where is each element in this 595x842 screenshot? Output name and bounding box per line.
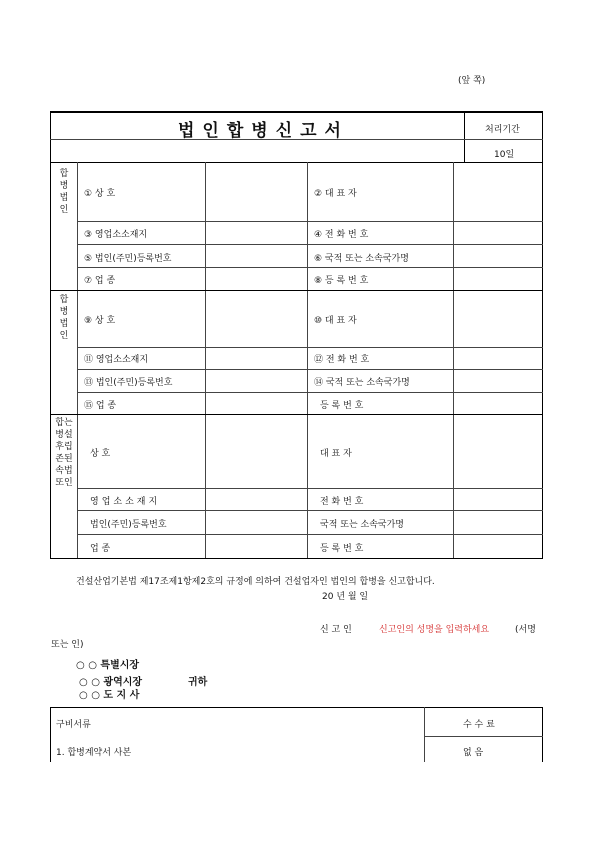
recipient-special-city: ○ ○ 특별시장	[76, 660, 140, 671]
s3-office-address-field[interactable]	[207, 490, 305, 508]
s3-trade-name-label: 상 호	[90, 449, 111, 459]
table-left-border	[50, 111, 51, 559]
s2-phone-label: ⑫ 전 화 번 호	[314, 355, 370, 365]
s1-trade-name-label: ① 상 호	[84, 189, 116, 199]
s3-nationality-field[interactable]	[455, 512, 540, 532]
recipient-honorific: 귀하	[188, 677, 208, 688]
s2-nationality-label: ⑭ 국적 또는 소속국가명	[314, 378, 410, 388]
header-divider	[464, 111, 465, 163]
recipient-metro-city: ○ ○ 광역시장	[79, 677, 143, 688]
footer-left-border	[50, 707, 51, 762]
s2-office-address-field[interactable]	[207, 349, 305, 367]
s1-nationality-field[interactable]	[455, 246, 540, 265]
declaration-text: 건설산업기본법 제17조제1항제2호의 규정에 의하여 건설업자인 법인의 합병을 신고합니다.	[76, 577, 435, 587]
form-title: 법인합병신고서	[178, 121, 349, 141]
footer-right-border	[542, 707, 543, 762]
section1-side-label: 합 병 법 인	[59, 169, 69, 215]
fee-value: 없 음	[463, 748, 484, 758]
s2-nationality-field[interactable]	[455, 371, 540, 390]
s2-business-type-label: ⑮ 업 종	[84, 401, 117, 411]
table-top-border	[50, 111, 543, 113]
s1-reg-number-label: ⑧ 등 록 번 호	[314, 276, 369, 286]
s2-phone-field[interactable]	[455, 349, 540, 367]
sign-note-2: 또는 인)	[51, 640, 84, 650]
table-bottom-border	[50, 558, 543, 559]
footer-divider	[424, 707, 425, 762]
s2-reg-no-label: ⑬ 법인(주민)등록번호	[84, 378, 173, 388]
s2-office-address-label: ⑪ 영업소소재지	[84, 355, 149, 365]
reporter-name-input[interactable]: 신고인의 성명을 입력하세요	[379, 625, 490, 635]
s3-phone-label: 전 화 번 호	[320, 497, 364, 507]
s1-business-type-field[interactable]	[207, 269, 305, 288]
s1-phone-label: ④ 전 화 번 호	[314, 230, 369, 240]
s2-representative-label: ⑩ 대 표 자	[314, 316, 357, 326]
processing-period-label: 처리기간	[485, 125, 520, 135]
s3-trade-name-field[interactable]	[207, 416, 305, 486]
row-line	[77, 267, 543, 268]
s3-business-type-field[interactable]	[207, 536, 305, 556]
required-doc-item-1: 1. 합병계약서 사본	[56, 748, 132, 758]
row-line	[77, 244, 543, 245]
s3-reg-no-label: 법인(주민)등록번호	[90, 520, 167, 530]
row-line	[77, 392, 543, 393]
s1-business-type-label: ⑦ 업 종	[84, 276, 116, 286]
row-line	[77, 347, 543, 348]
s1-representative-label: ② 대 표 자	[314, 189, 357, 199]
recipient-province: ○ ○ 도 지 사	[79, 690, 140, 701]
s3-reg-number-field[interactable]	[455, 536, 540, 556]
s1-trade-name-field[interactable]	[207, 164, 305, 219]
reporter-label: 신 고 인	[320, 625, 352, 635]
s2-reg-number-label: 등 록 번 호	[320, 401, 364, 411]
s1-reg-no-field[interactable]	[207, 246, 305, 265]
row-line	[77, 369, 543, 370]
section3-side-label: 합는 병설 후립 존된 속법 또인	[55, 418, 73, 488]
row-line	[77, 510, 543, 511]
row-line	[77, 488, 543, 489]
s1-reg-no-label: ⑤ 법인(주민)등록번호	[84, 254, 172, 264]
footer-fee-row-line	[424, 736, 543, 737]
required-docs-label: 구비서류	[56, 720, 91, 730]
footer-top-border	[50, 707, 543, 708]
s3-representative-field[interactable]	[455, 416, 540, 486]
s3-reg-no-field[interactable]	[207, 512, 305, 532]
s1-nationality-label: ⑥ 국적 또는 소속국가명	[314, 254, 409, 264]
s3-nationality-label: 국적 또는 소속국가명	[320, 520, 404, 530]
s2-reg-no-field[interactable]	[207, 371, 305, 390]
s3-phone-field[interactable]	[455, 490, 540, 508]
s1-reg-number-field[interactable]	[455, 269, 540, 288]
row-line	[77, 221, 543, 222]
s3-reg-number-label: 등 록 번 호	[320, 544, 364, 554]
processing-period-value: 10일	[494, 150, 515, 160]
s1-representative-field[interactable]	[455, 164, 540, 219]
declaration-date[interactable]: 20 년 월 일	[322, 592, 369, 602]
s1-office-address-field[interactable]	[207, 223, 305, 242]
s2-trade-name-field[interactable]	[207, 292, 305, 345]
s1-office-address-label: ③ 영업소소재지	[84, 230, 148, 240]
row-line	[77, 534, 543, 535]
s2-reg-number-field[interactable]	[455, 394, 540, 412]
section-line	[50, 290, 543, 291]
table-right-border	[542, 111, 543, 559]
fee-label: 수 수 료	[463, 720, 495, 730]
section2-side-label: 합 병 법 인	[59, 295, 69, 341]
s3-representative-label: 대 표 자	[320, 449, 352, 459]
sign-note-1: (서명	[515, 625, 536, 635]
s3-business-type-label: 업 종	[90, 544, 111, 554]
s2-trade-name-label: ⑨ 상 호	[84, 316, 116, 326]
s2-business-type-field[interactable]	[207, 394, 305, 412]
s1-phone-field[interactable]	[455, 223, 540, 242]
s3-office-address-label: 영업소소재지	[90, 497, 161, 507]
header-bottom	[50, 162, 543, 163]
section-line	[50, 414, 543, 415]
s2-representative-field[interactable]	[455, 292, 540, 345]
page-side-label: (앞 쪽)	[458, 76, 486, 86]
